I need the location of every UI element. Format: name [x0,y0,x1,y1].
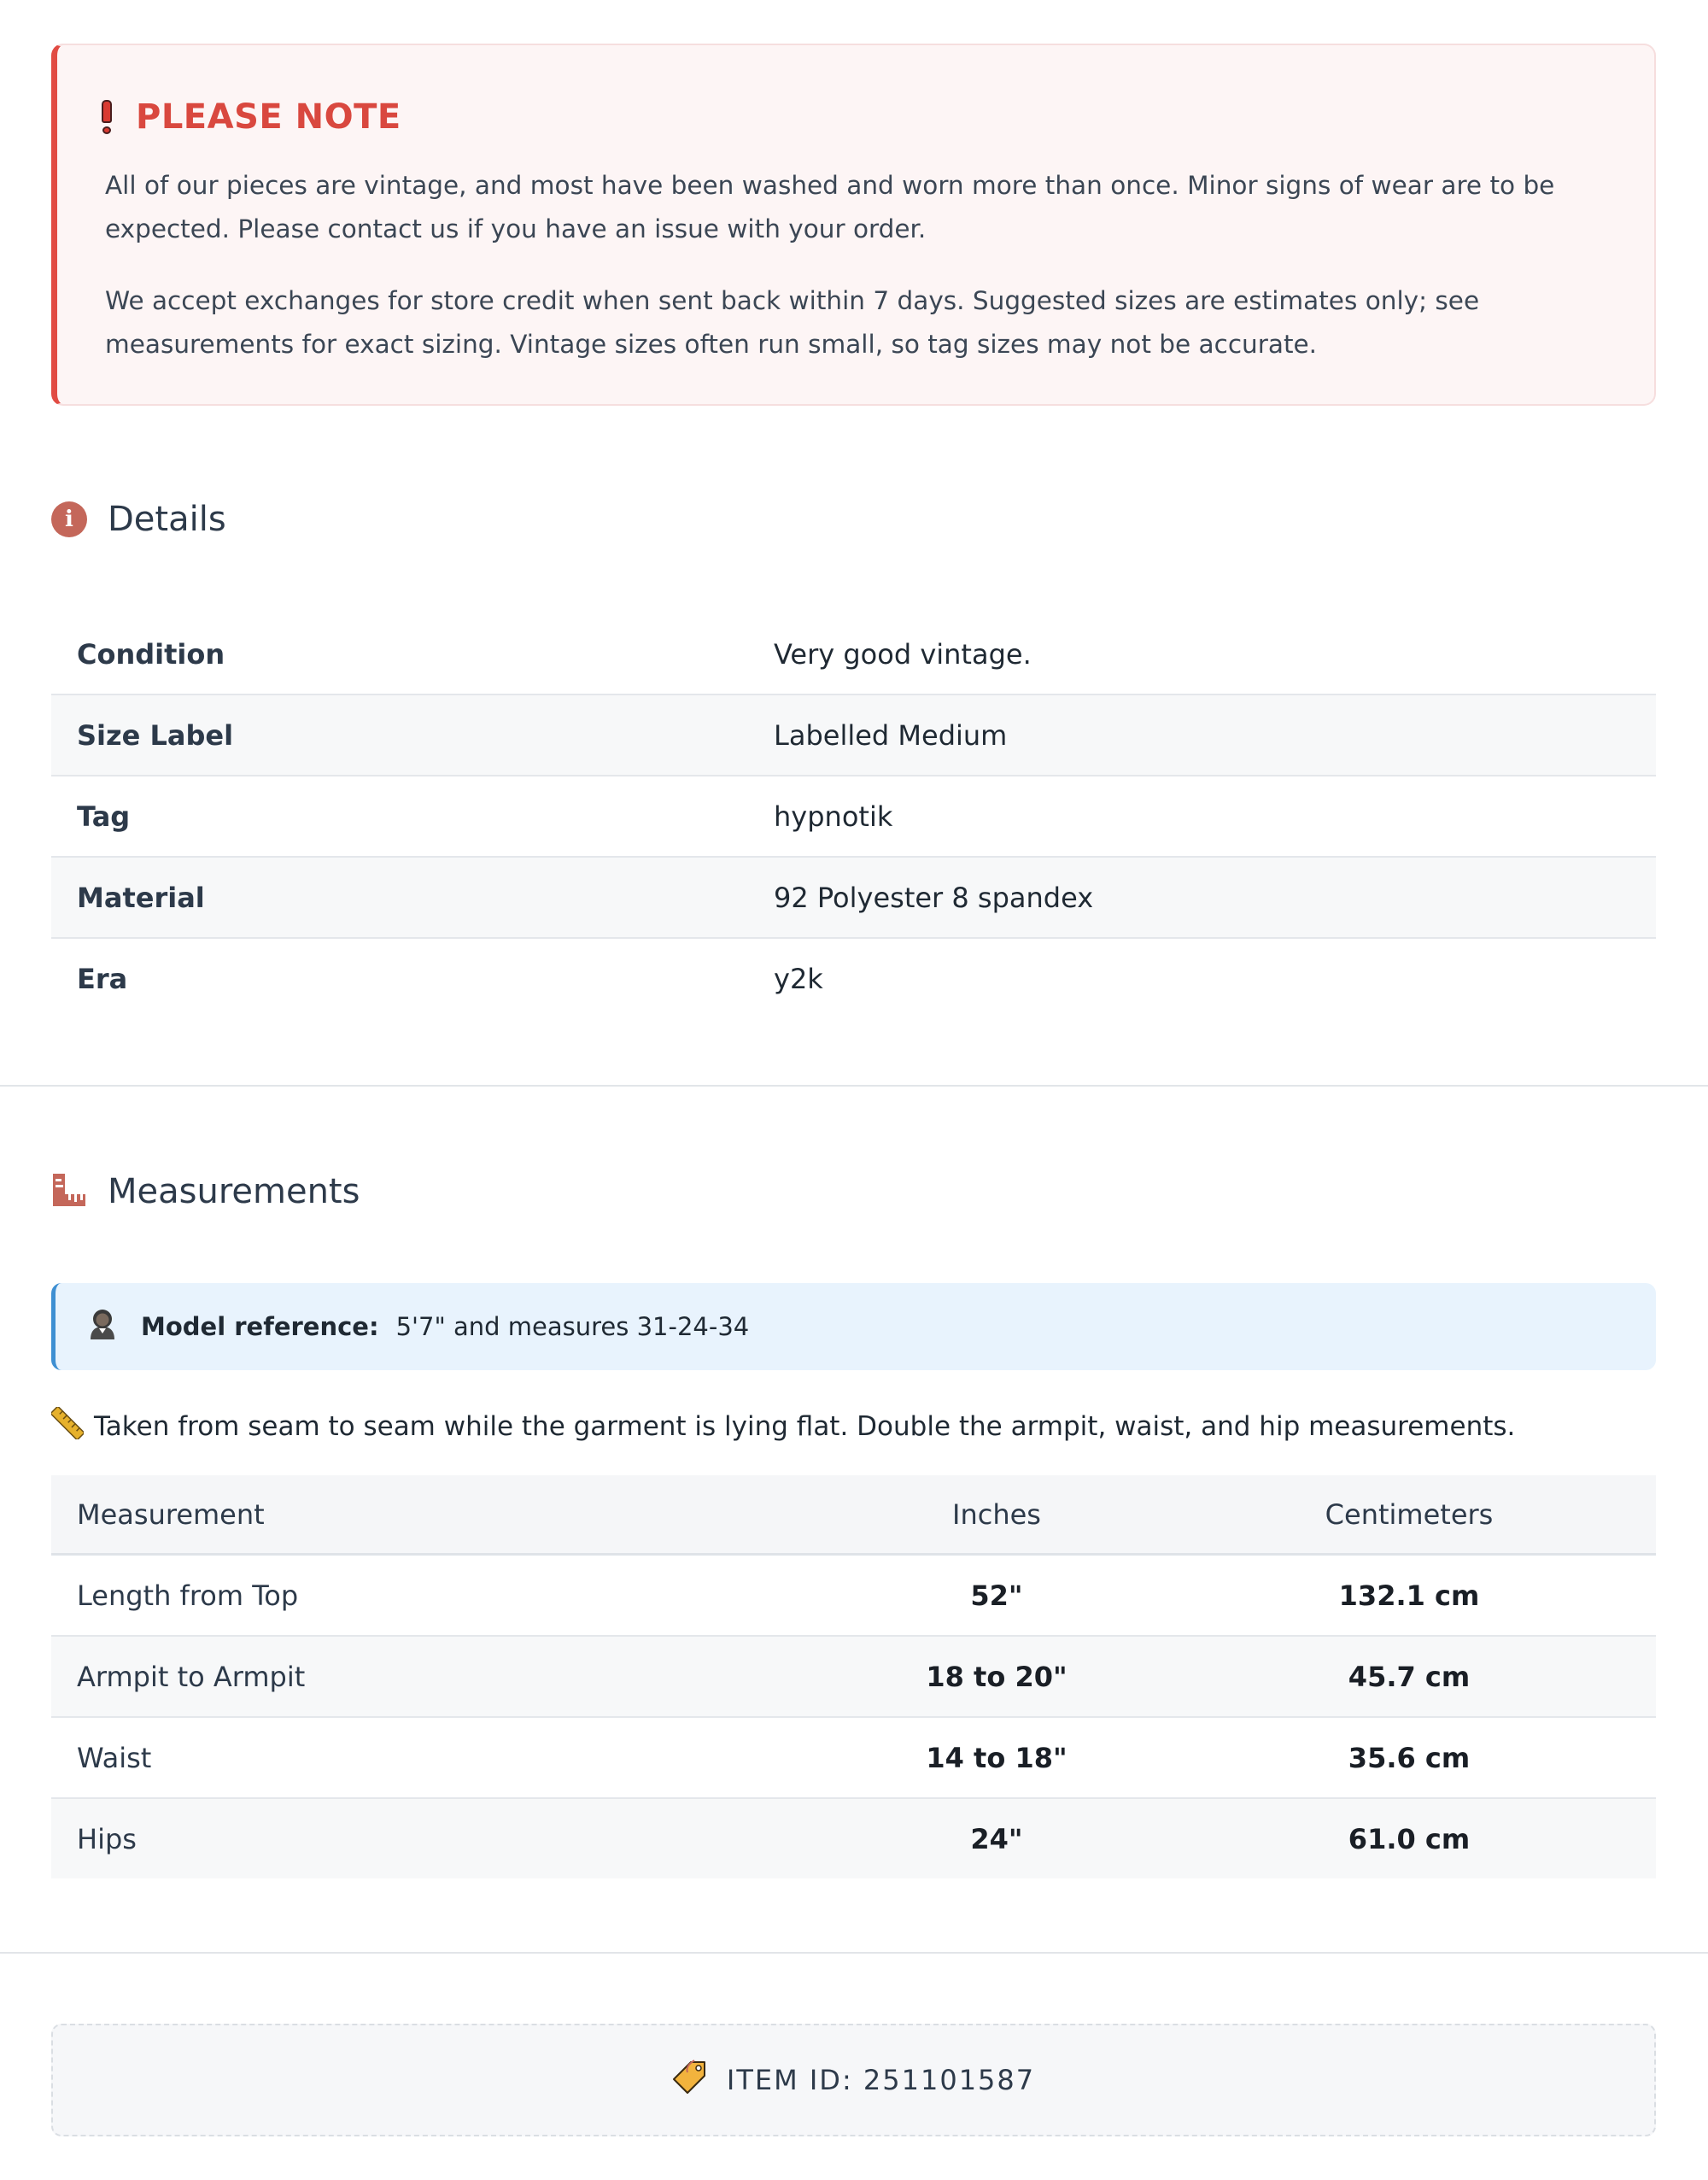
model-reference-label: Model reference: [141,1312,379,1341]
details-label: Size Label [77,718,234,752]
details-header [51,495,226,543]
ruler-icon [51,1172,87,1211]
details-label: Material [77,881,205,914]
measurements-title: Measurements [108,1172,360,1211]
details-value: hypnotik [774,800,893,833]
measurements-table [51,1475,1656,1878]
measurement-inches: 24" [970,1822,1023,1855]
model-reference-box [51,1283,1656,1370]
section-divider [0,1085,1708,1087]
details-row-tag [51,776,1656,858]
details-row-material [51,858,1656,939]
measurement-name: Waist [77,1741,152,1774]
details-label: Tag [77,800,131,833]
details-row-condition [51,614,1656,695]
measurement-note [51,1406,1515,1447]
measurement-name: Armpit to Armpit [77,1660,306,1693]
details-title: Details [108,500,226,539]
measurement-inches: 14 to 18" [926,1741,1068,1774]
table-row [51,1637,1656,1718]
info-icon: i [51,501,87,537]
measurement-cm: 61.0 cm [1348,1822,1471,1855]
notice-header [102,93,401,141]
ruler-pencil-icon [51,1407,84,1446]
details-value: y2k [774,962,823,995]
model-reference-value: 5'7" and measures 31-24-34 [395,1312,750,1341]
details-row-size-label [51,695,1656,776]
column-header: Centimeters [1325,1497,1494,1531]
table-row [51,1799,1656,1878]
measurement-inches: 52" [970,1579,1023,1612]
measurements-header [51,1168,360,1216]
notice-paragraph: All of our pieces are vintage, and most have been washed and worn more than once. Minor signs of wear are to be expected. Please contact us if you have an issue with your order. [105,171,1555,243]
notice-title: PLEASE NOTE [136,97,401,137]
measurement-cm: 132.1 cm [1338,1579,1480,1612]
exclamation-icon [102,100,112,134]
details-value: Very good vintage. [774,637,1032,671]
column-header: Measurement [77,1497,265,1531]
notice-paragraph: We accept exchanges for store credit when sent back within 7 days. Suggested sizes are estimates only; see measurements for exact sizing. Vintage sizes often run small, so tag sizes may not be accurate. [105,286,1480,359]
details-table [51,614,1656,1018]
please-note-box [51,44,1656,406]
section-divider [0,1952,1708,1954]
table-header-row [51,1475,1656,1556]
details-row-era [51,939,1656,1018]
tag-icon [672,2059,708,2101]
column-header: Inches [952,1497,1041,1531]
person-icon [88,1308,117,1346]
item-id-box [51,2024,1656,2136]
item-id-text: ITEM ID: 251101587 [726,2064,1036,2096]
table-row [51,1718,1656,1799]
measurement-cm: 35.6 cm [1348,1741,1471,1774]
details-value: Labelled Medium [774,718,1008,752]
measurement-inches: 18 to 20" [926,1660,1068,1693]
details-label: Era [77,962,128,995]
measurement-note-text: Taken from seam to seam while the garment is lying flat. Double the armpit, waist, and hip measurements. [94,1411,1516,1442]
measurement-name: Hips [77,1822,137,1855]
table-body [51,1556,1656,1878]
table-row [51,1556,1656,1637]
details-value: 92 Polyester 8 spandex [774,881,1094,914]
details-label: Condition [77,637,225,671]
measurement-name: Length from Top [77,1579,299,1612]
measurement-cm: 45.7 cm [1348,1660,1471,1693]
